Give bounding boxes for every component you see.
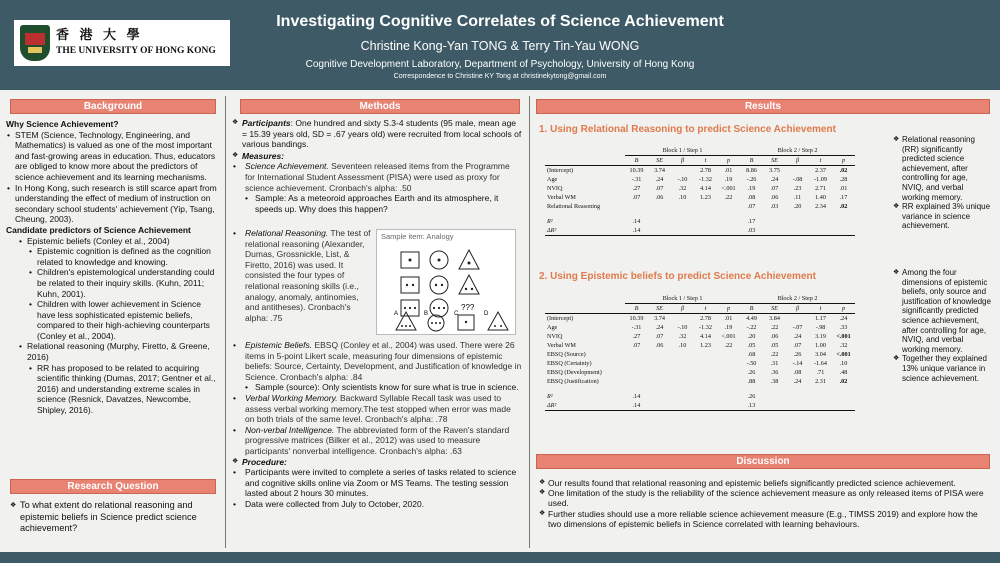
- background-point: • STEM (Science, Technology, Engineering, and Mathematics) is valued as one of the most important and fast-growing areas in education. Thus, educators are obliged to know more about the predictors of science achievement and its learning mechanisms.: [6, 130, 218, 183]
- measure-description: The abbreviated form of the Raven's standard progressive matrices (Bilker et al., 2012) was used to measure participants' nonverbal intelligence. Cronbach's alpha: .63: [245, 424, 510, 456]
- table-cell: .03: [770, 203, 779, 210]
- result-note: ❖ Among the four dimensions of epistemic beliefs, only source and justification of knowledge significantly predicted science achievement, after controlling for age, NVIQ, and verbal working memory.: [893, 268, 991, 354]
- table-cell: [625, 350, 648, 359]
- measures-label: Measures:: [242, 150, 285, 161]
- table-cell: .26: [747, 369, 756, 376]
- table-cell: 4.14: [700, 185, 711, 192]
- table-cell: -.31: [631, 324, 642, 331]
- table-cell: 1.23: [700, 194, 711, 201]
- background-content: [6, 119, 218, 416]
- table-row: [545, 350, 855, 359]
- table-cell: .07: [770, 185, 779, 192]
- table-cell: -.26: [746, 176, 757, 183]
- table-cell: .88: [747, 378, 756, 385]
- table-cell: .02: [839, 167, 848, 174]
- table-cell: -.98: [815, 324, 826, 331]
- result-note: ❖ Relational reasoning (RR) significantly predicted science achievement, after controlling for age, NVIQ, and verbal working memory.: [893, 135, 991, 202]
- table-cell: 4.49: [746, 315, 757, 322]
- table-cell: .68: [747, 351, 756, 358]
- procedure-item: • Participants were invited to complete a series of tasks related to science and cognitive skills online via Zoom or MS Teams. The testing session lasted about 2 hours 30 minutes.: [236, 467, 522, 499]
- table-cell: .08: [747, 194, 756, 201]
- poster-header: [0, 0, 1000, 90]
- table-cell: .07: [655, 333, 664, 340]
- table-cell: [671, 368, 694, 377]
- row-label: Verbal WM: [547, 194, 576, 201]
- table-cell: .10: [678, 194, 687, 201]
- logo-english-text: THE UNIVERSITY OF HONG KONG: [56, 45, 216, 56]
- table-row: R² .14 .26: [547, 393, 756, 400]
- table-cell: .33: [839, 324, 848, 331]
- measure-description: Seventeen released items from the Programme for International Student Assessment (PISA) were used as proxy for science achievement. Cronbach's alpha: .50: [245, 161, 510, 193]
- table-row: ΔR² .14 .03: [545, 226, 855, 236]
- discussion-point: ❖ Further studies should use a more reliable science achievement measure (E.g., TIMSS 2019) and explore how the two dimensions of epistemic beliefs in Science correlated with learning behaviours.: [539, 509, 991, 529]
- table-cell: [625, 202, 648, 211]
- table-cell: 2.31: [815, 378, 826, 385]
- row-label: (Intercept): [547, 167, 574, 174]
- table-cell: .26: [793, 351, 802, 358]
- table-cell: [694, 368, 717, 377]
- table-row: [545, 175, 855, 184]
- table-cell: .71: [816, 369, 825, 376]
- table-cell: 1.40: [815, 194, 826, 201]
- table-cell: .08: [793, 369, 802, 376]
- table-cell: 2.37: [815, 167, 826, 174]
- table-cell: .01: [724, 315, 733, 322]
- table-cell: .07: [793, 342, 802, 349]
- table-cell: [671, 202, 694, 211]
- measure-name: Verbal Working Memory.: [245, 392, 338, 403]
- measure-name: Non-verbal Intelligence.: [245, 424, 335, 435]
- table-cell: 2.34: [815, 203, 826, 210]
- measure-description: Backward Syllable Recall task was used to assess verbal working memory.The test stopped when error was made on both trials of the same level. Cronbach's alpha: .78: [245, 392, 511, 425]
- table-cell: -1.32: [699, 324, 712, 331]
- table-cell: 3.74: [654, 315, 665, 322]
- missing-cell-text: ???: [461, 303, 475, 312]
- table-cell: <.001: [721, 333, 736, 340]
- results-heading: Results: [536, 99, 990, 114]
- table-cell: .22: [770, 324, 779, 331]
- table-cell: 3.19: [815, 333, 826, 340]
- sample-item-label: Sample item: Analogy: [381, 232, 454, 241]
- participants-label: Participants: [242, 118, 291, 128]
- predictor-detail: • Epistemic cognition is defined as the cognition related to knowledge and knowing.: [6, 246, 218, 267]
- measure-name: Science Achievement.: [245, 161, 329, 172]
- table-cell: .07: [747, 203, 756, 210]
- table-cell: .22: [770, 351, 779, 358]
- table-cell: <.001: [836, 333, 851, 340]
- measure-description: The test of relational reasoning (Alexander, Dumas, Grossnickle, List, & Firetto, 2016) was used. It consisted the four types of relational reasoning skills (i.e., analogy, anomaly, antinomies, and antitheses). Cronbach's alpha: .75: [245, 228, 371, 323]
- logo-chinese-text: 香 港 大 學: [56, 28, 143, 44]
- table-cell: -1.09: [814, 176, 827, 183]
- column-header-row: B SE β t p B SE β t p: [545, 156, 855, 166]
- table-cell: -1.64: [814, 360, 827, 367]
- result-1-title: 1. Using Relational Reasoning to predict Science Achievement: [539, 124, 836, 135]
- table-row: [545, 184, 855, 193]
- answer-letter: A: [394, 311, 399, 317]
- table-cell: .23: [793, 185, 802, 192]
- table-cell: 2.78: [700, 167, 711, 174]
- result-2-title: 2. Using Epistemic beliefs to predict Science Achievement: [539, 271, 816, 282]
- table-cell: .07: [632, 194, 641, 201]
- table-row: [545, 341, 855, 350]
- table-cell: 8.86: [746, 167, 757, 174]
- table-cell: .24: [793, 333, 802, 340]
- table-cell: [786, 166, 809, 176]
- table-cell: .27: [632, 185, 641, 192]
- candidate-predictors-heading: Candidate predictors of Science Achievement: [6, 224, 191, 235]
- row-label: Verbal WM: [547, 342, 576, 349]
- table-cell: .19: [724, 176, 733, 183]
- block-1-header: Block 1 / Step 1: [625, 146, 740, 156]
- table-cell: -.22: [746, 324, 757, 331]
- procedure-label: Procedure:: [242, 456, 287, 467]
- table-cell: 2.71: [815, 185, 826, 192]
- table-cell: .28: [839, 176, 848, 183]
- table-row: [545, 323, 855, 332]
- table-cell: .24: [770, 176, 779, 183]
- predictor-detail: • Children's epistemological understanding could be related to their inquiry skills. (Kuhn, 2011; Kuhn, 2001).: [6, 267, 218, 299]
- table-cell: .02: [839, 378, 848, 385]
- table-cell: .07: [632, 342, 641, 349]
- table-cell: .02: [839, 203, 848, 210]
- row-label: NVIQ: [547, 185, 563, 192]
- table-cell: .32: [678, 185, 687, 192]
- table-cell: .20: [747, 333, 756, 340]
- discussion-point: ❖ One limitation of the study is the reliability of the science achievement measure as only released items of PISA were used.: [539, 488, 991, 508]
- table-cell: [671, 377, 694, 386]
- affiliation: Cognitive Development Laboratory, Department of Psychology, University of Hong Kong: [305, 59, 695, 70]
- column-divider: [225, 96, 226, 548]
- poster-title: Investigating Cognitive Correlates of Science Achievement: [276, 13, 724, 30]
- table-cell: 1.17: [815, 315, 826, 322]
- table-cell: .05: [770, 342, 779, 349]
- table-cell: .22: [724, 342, 733, 349]
- measure-sample: • Sample: As a meteoroid approaches Earth and its atmosphere, it speeds up. Why does this happen?: [234, 193, 522, 214]
- row-label: EBSQ (Certainty): [547, 360, 592, 367]
- background-question: Why Science Achievement?: [6, 119, 119, 129]
- table-cell: [625, 377, 648, 386]
- table-cell: .24: [655, 324, 664, 331]
- table-cell: .11: [793, 194, 802, 201]
- table-cell: 3.84: [769, 315, 780, 322]
- row-label: Relational Reasoning: [547, 203, 601, 210]
- table-cell: [717, 377, 740, 386]
- table-cell: 3.75: [769, 167, 780, 174]
- poster-footer: [0, 552, 1000, 563]
- table-cell: .36: [770, 369, 779, 376]
- column-header-row: B SE β t p B SE β t p: [545, 304, 855, 314]
- row-label: EBSQ (Justification): [547, 378, 599, 385]
- table-cell: <.001: [836, 351, 851, 358]
- answer-letter: B: [424, 311, 429, 317]
- column-divider: [529, 96, 530, 548]
- table-cell: [694, 202, 717, 211]
- answer-letter: C: [454, 311, 459, 317]
- regression-table-1: [545, 146, 855, 236]
- table-row: [545, 166, 855, 176]
- row-label: EBSQ (Source): [547, 351, 586, 358]
- table-cell: -1.32: [699, 176, 712, 183]
- table-cell: .06: [655, 194, 664, 201]
- table-row: [545, 368, 855, 377]
- table-cell: [717, 368, 740, 377]
- table-cell: .27: [632, 333, 641, 340]
- table-cell: 10.39: [629, 167, 644, 174]
- table-cell: .24: [839, 315, 848, 322]
- table-cell: .07: [655, 185, 664, 192]
- measure-name: Epistemic Beliefs.: [245, 340, 313, 350]
- table-cell: [671, 166, 694, 176]
- table-cell: [671, 314, 694, 324]
- table-row: [545, 193, 855, 202]
- table-cell: .01: [839, 185, 848, 192]
- table-cell: .05: [747, 342, 756, 349]
- table-cell: .10: [839, 360, 848, 367]
- table-cell: .48: [839, 369, 848, 376]
- result-note: ❖ Together they explained 13% unique variance in science achievement.: [893, 354, 991, 383]
- table-cell: .19: [724, 324, 733, 331]
- table-cell: [717, 202, 740, 211]
- block-2-header: Block 2 / Step 2: [740, 294, 855, 304]
- measure-name: Relational Reasoning.: [245, 228, 329, 238]
- participants-text: : One hundred and sixty S.3-4 students (95 male, mean age = 15.39 years old, SD = .67 years old) were recruited from local schools of various bandings.: [242, 118, 522, 150]
- methods-content: [232, 118, 522, 214]
- research-question-text: ❖ To what extent do relational reasoning and epistemic beliefs in Science predict science achievement?: [10, 500, 216, 535]
- table-cell: 4.14: [700, 333, 711, 340]
- regression-table-2: [545, 294, 855, 411]
- table-cell: -.50: [746, 360, 757, 367]
- measure-description: EBSQ (Conley et al., 2004) was used. There were 26 items in 5-point Likert scale, measuring four dimensions of epistemic beliefs: Source, Certainty, Development, and Justification of knowledge in Science. Cronbach's alpha: .84: [245, 340, 522, 382]
- table-cell: -.08: [792, 176, 803, 183]
- discussion-heading: Discussion: [536, 454, 990, 469]
- row-label: (Intercept): [547, 315, 574, 322]
- background-point: • In Hong Kong, such research is still scarce apart from understanding the effect of medium of instruction on secondary school students' achievement (Yip, Tsang, Cheung, 2003).: [6, 183, 218, 225]
- predictor-item: • Relational reasoning (Murphy, Firetto, & Greene, 2016): [6, 341, 218, 362]
- table-cell: .20: [793, 203, 802, 210]
- triangle-shape: [459, 250, 479, 269]
- table-cell: [694, 350, 717, 359]
- predictor-detail: • RR has proposed to be related to acquiring scientific thinking (Dumas, 2017; Gentner et al., 2016) and understanding extreme scales in science (Resnick, Davatzes, Newcombe, Shipley, 2016).: [6, 363, 218, 416]
- table-cell: [648, 359, 671, 368]
- table-row: [545, 332, 855, 341]
- measure-sample: • Sample (source): Only scientists know for sure what is true in science.: [234, 382, 522, 393]
- table-cell: 10.39: [629, 315, 644, 322]
- table-row: [545, 314, 855, 324]
- row-label: Age: [547, 324, 558, 331]
- table-cell: [648, 377, 671, 386]
- predictor-item: • Epistemic beliefs (Conley et al., 2004): [6, 236, 218, 247]
- procedure-item: • Data were collected from July to October, 2020.: [236, 499, 522, 510]
- row-label: NVIQ: [547, 333, 563, 340]
- table-cell: .32: [678, 333, 687, 340]
- table-cell: .06: [770, 194, 779, 201]
- table-row: [545, 202, 855, 211]
- table-cell: -.31: [631, 176, 642, 183]
- table-cell: .22: [724, 194, 733, 201]
- table-cell: 1.23: [700, 342, 711, 349]
- table-cell: .31: [770, 360, 779, 367]
- table-cell: [786, 314, 809, 324]
- table-row: [545, 359, 855, 368]
- block-2-header: Block 2 / Step 2: [740, 146, 855, 156]
- methods-heading: Methods: [240, 99, 520, 114]
- table-cell: [671, 350, 694, 359]
- result-2-notes: [893, 268, 991, 383]
- table-cell: .10: [678, 342, 687, 349]
- table-cell: -.10: [677, 176, 688, 183]
- table-cell: [694, 377, 717, 386]
- table-cell: .19: [747, 185, 756, 192]
- correspondence: Correspondence to Christine KY Tong at christinekytong@gmail.com: [393, 73, 607, 80]
- result-1-notes: [893, 135, 991, 231]
- table-cell: [671, 359, 694, 368]
- table-cell: [717, 359, 740, 368]
- table-cell: .32: [839, 342, 848, 349]
- table-cell: .17: [839, 194, 848, 201]
- table-row: R² .14 .17: [547, 218, 756, 225]
- predictor-detail: • Children with lower achievement in Science have less sophisticated epistemic beliefs, compared to their high-achieving counterparts (Conley et al., 2004).: [6, 299, 218, 341]
- research-question-heading: Research Question: [10, 479, 216, 494]
- table-cell: .06: [655, 342, 664, 349]
- analogy-answer-options: [392, 306, 532, 336]
- table-cell: 2.78: [700, 315, 711, 322]
- row-label: Age: [547, 176, 558, 183]
- row-label: EBSQ (Development): [547, 369, 602, 376]
- table-cell: .01: [724, 167, 733, 174]
- authors: Christine Kong-Yan TONG & Terry Tin-Yau WONG: [360, 39, 640, 53]
- table-cell: 3.04: [815, 351, 826, 358]
- discussion-content: [539, 478, 991, 529]
- background-heading: Background: [10, 99, 216, 114]
- table-cell: .24: [793, 378, 802, 385]
- table-cell: -.10: [677, 324, 688, 331]
- answer-letter: D: [484, 311, 489, 317]
- table-cell: -.14: [792, 360, 803, 367]
- table-cell: [625, 359, 648, 368]
- block-1-header: Block 1 / Step 1: [625, 294, 740, 304]
- table-cell: [648, 350, 671, 359]
- table-row: ΔR² .14 .13: [545, 401, 855, 411]
- discussion-point: ❖ Our results found that relational reasoning and epistemic beliefs significantly predicted science achievement.: [539, 478, 991, 488]
- table-cell: -.07: [792, 324, 803, 331]
- table-cell: .06: [770, 333, 779, 340]
- result-note: ❖ RR explained 3% unique variance in science achievement.: [893, 202, 991, 231]
- table-cell: .38: [770, 378, 779, 385]
- table-cell: [694, 359, 717, 368]
- table-cell: <.001: [721, 185, 736, 192]
- table-cell: .24: [655, 176, 664, 183]
- table-cell: 3.74: [654, 167, 665, 174]
- table-cell: [717, 350, 740, 359]
- table-cell: [625, 368, 648, 377]
- table-cell: 1.00: [815, 342, 826, 349]
- table-row: [545, 377, 855, 386]
- table-cell: [648, 202, 671, 211]
- table-cell: [648, 368, 671, 377]
